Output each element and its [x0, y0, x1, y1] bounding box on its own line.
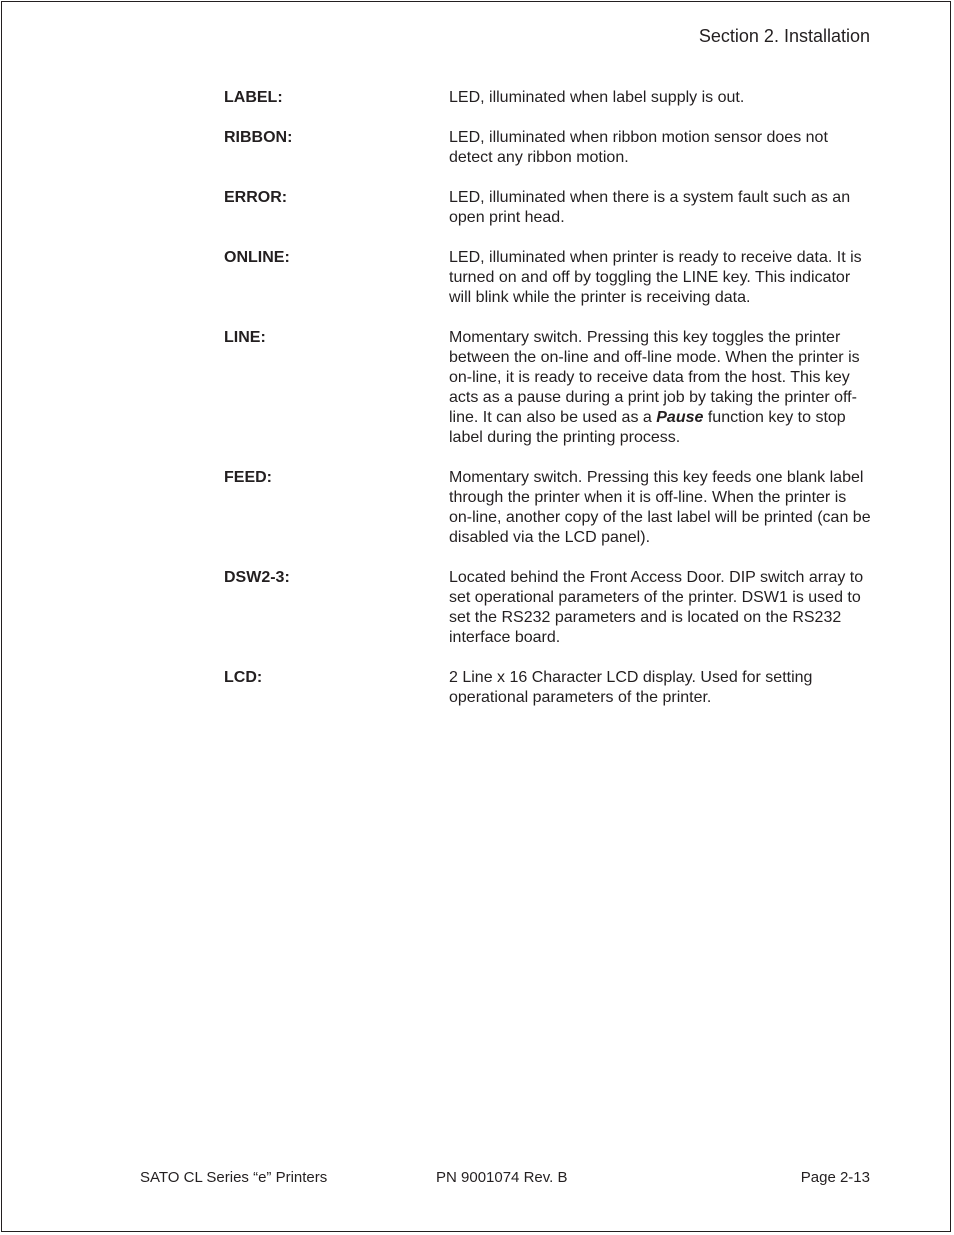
term-error: ERROR:	[224, 189, 288, 206]
definition-line	[224, 328, 874, 448]
term-lcd: LCD:	[224, 669, 263, 686]
term-line: LINE:	[224, 329, 266, 346]
term-online: ONLINE:	[224, 249, 290, 266]
definition-error	[224, 188, 874, 228]
term-dsw: DSW2-3:	[224, 569, 290, 586]
description-error: LED, illuminated when there is a system fault such as an open print head.	[449, 189, 851, 226]
footer-product: SATO CL Series “e” Printers	[140, 1169, 328, 1186]
description-label: LED, illuminated when label supply is out.	[449, 89, 745, 106]
footer-part-number: PN 9001074 Rev. B	[436, 1169, 568, 1186]
definition-ribbon	[224, 128, 874, 168]
term-feed: FEED:	[224, 469, 272, 486]
description-line	[449, 328, 871, 448]
section-header: Section 2. Installation	[698, 26, 870, 46]
description-online: LED, illuminated when printer is ready to receive data. It is turned on and off by toggling the LINE key. This indicator will blink while the printer is receiving data.	[449, 249, 862, 306]
description-feed: Momentary switch. Pressing this key feeds one blank label through the printer when it is off-line. When the printer is on-line, another copy of the last label will be printed (can be disabled via the LCD panel).	[449, 469, 871, 546]
definition-lcd	[224, 668, 874, 708]
definition-list	[224, 88, 874, 728]
definition-dsw	[224, 568, 874, 648]
description-line-emphasis: Pause	[656, 409, 704, 426]
description-ribbon: LED, illuminated when ribbon motion sensor does not detect any ribbon motion.	[449, 129, 828, 166]
description-line-after: function key to stop label during the printing process.	[449, 409, 846, 446]
description-line-before: Momentary switch. Pressing this key toggles the printer between the on-line and off-line mode. When the printer is on-line, it is ready to receive data from the host. This key acts as a pause during a print job by taking the printer off-line. It can also be used as a	[449, 329, 860, 426]
footer-page-number: Page 2-13	[800, 1169, 870, 1186]
term-ribbon: RIBBON:	[224, 129, 293, 146]
definition-online	[224, 248, 874, 308]
definition-feed	[224, 468, 874, 548]
term-label: LABEL:	[224, 89, 283, 106]
description-dsw: Located behind the Front Access Door. DIP switch array to set operational parameters of the printer. DSW1 is used to set the RS232 parameters and is located on the RS232 interface board.	[449, 569, 864, 646]
definition-label	[224, 88, 874, 108]
description-lcd: 2 Line x 16 Character LCD display. Used for setting operational parameters of the printer.	[449, 669, 813, 706]
